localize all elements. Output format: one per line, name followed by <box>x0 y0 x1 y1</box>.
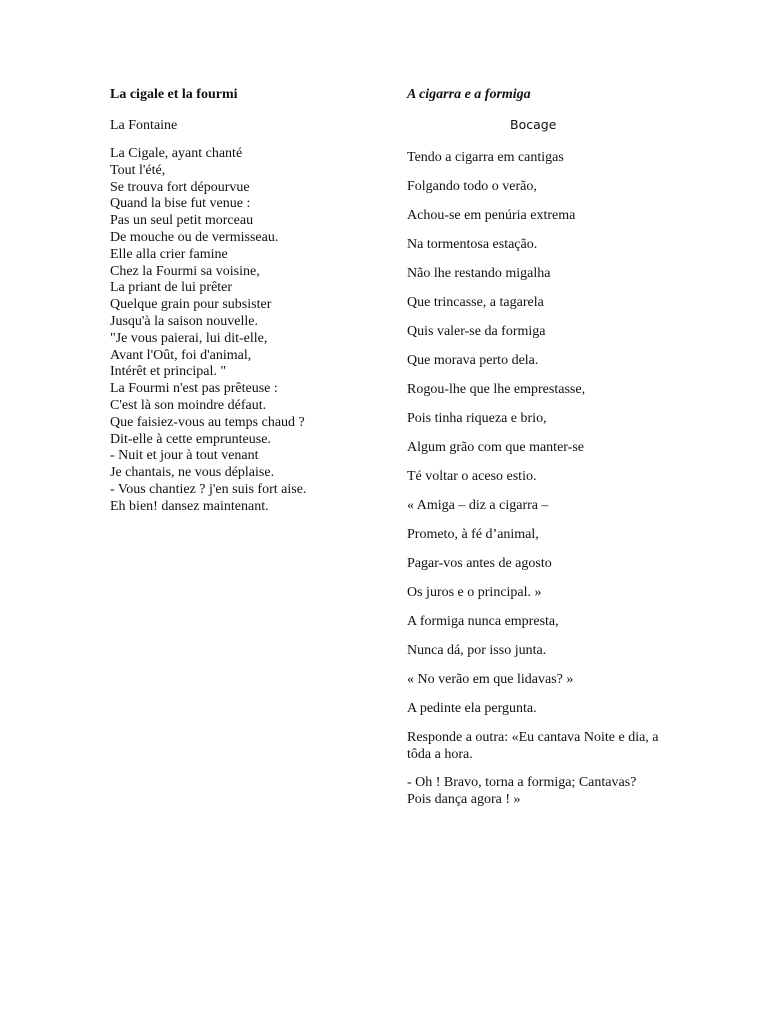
verse-line: Achou-se em penúria extrema <box>407 208 576 223</box>
verse-line: Prometo, à fé d’animal, <box>407 527 539 542</box>
verse-line: La Fourmi n'est pas prêteuse : <box>110 381 278 397</box>
verse-line: Rogou-lhe que lhe emprestasse, <box>407 382 586 397</box>
verse-line: Je chantais, ne vous déplaise. <box>110 465 275 481</box>
verse-line: La priant de lui prêter <box>110 280 233 296</box>
verse-line: Se trouva fort dépourvue <box>110 179 250 195</box>
verse-line: De mouche ou de vermisseau. <box>110 229 279 245</box>
portuguese-poem-title: A cigarra e a formiga <box>407 87 531 102</box>
verse-line: La Cigale, ayant chanté <box>110 146 243 161</box>
verse-line: A pedinte ela pergunta. <box>407 701 537 716</box>
french-poem-author: La Fontaine <box>110 118 178 133</box>
verse-line: "Je vous paierai, lui dit-elle, <box>110 330 268 346</box>
verse-line: « No verão em que lidavas? » <box>407 672 574 687</box>
verse-line: Nunca dá, por isso junta. <box>407 643 547 658</box>
verse-line: Que trincasse, a tagarela <box>407 295 544 310</box>
verse-line: Folgando todo o verão, <box>407 179 537 194</box>
verse-line: Quand la bise fut venue : <box>110 196 251 212</box>
verse-line: Elle alla crier famine <box>110 246 228 262</box>
verse-line: Os juros e o principal. » <box>407 585 542 600</box>
verse-line: Pas un seul petit morceau <box>110 213 254 229</box>
portuguese-poem-verses <box>407 149 662 808</box>
portuguese-poem-column <box>407 86 662 819</box>
french-poem-column <box>110 86 370 516</box>
verse-line: Té voltar o aceso estio. <box>407 469 537 484</box>
verse-line: - Oh ! Bravo, torna a formiga; Cantavas? Pois dança agora ! » <box>407 775 637 807</box>
verse-line: Que morava perto dela. <box>407 353 539 368</box>
verse-line: Não lhe restando migalha <box>407 266 551 281</box>
verse-line: « Amiga – diz a cigarra – <box>407 498 549 513</box>
portuguese-poem-author: Bocage <box>510 117 557 132</box>
verse-line: Quis valer-se da formiga <box>407 324 546 339</box>
verse-line: Pois tinha riqueza e brio, <box>407 411 547 426</box>
verse-line: Chez la Fourmi sa voisine, <box>110 263 260 279</box>
verse-line: Na tormentosa estação. <box>407 237 538 252</box>
verse-line: Que faisiez-vous au temps chaud ? <box>110 414 305 430</box>
verse-line: Responde a outra: «Eu cantava Noite e dia, a tôda a hora. <box>407 730 659 762</box>
verse-line: Dit-elle à cette emprunteuse. <box>110 431 271 447</box>
verse-line: Quelque grain pour subsister <box>110 297 272 313</box>
verse-line: - Nuit et jour à tout venant <box>110 448 259 464</box>
verse-line: Algum grão com que manter-se <box>407 440 584 455</box>
verse-line: Jusqu'à la saison nouvelle. <box>110 313 258 329</box>
verse-line: A formiga nunca empresta, <box>407 614 559 629</box>
verse-line: Eh bien! dansez maintenant. <box>110 498 269 514</box>
verse-line: Intérêt et principal. " <box>110 364 227 380</box>
verse-line: - Vous chantiez ? j'en suis fort aise. <box>110 481 307 497</box>
verse-line: Avant l'Oût, foi d'animal, <box>110 347 252 363</box>
french-poem-title: La cigale et la fourmi <box>110 87 238 102</box>
verse-line: Tendo a cigarra em cantigas <box>407 150 564 165</box>
french-poem-verses <box>110 146 370 516</box>
verse-line: C'est là son moindre défaut. <box>110 397 267 413</box>
verse-line: Pagar-vos antes de agosto <box>407 556 552 571</box>
verse-line: Tout l'été, <box>110 162 166 178</box>
